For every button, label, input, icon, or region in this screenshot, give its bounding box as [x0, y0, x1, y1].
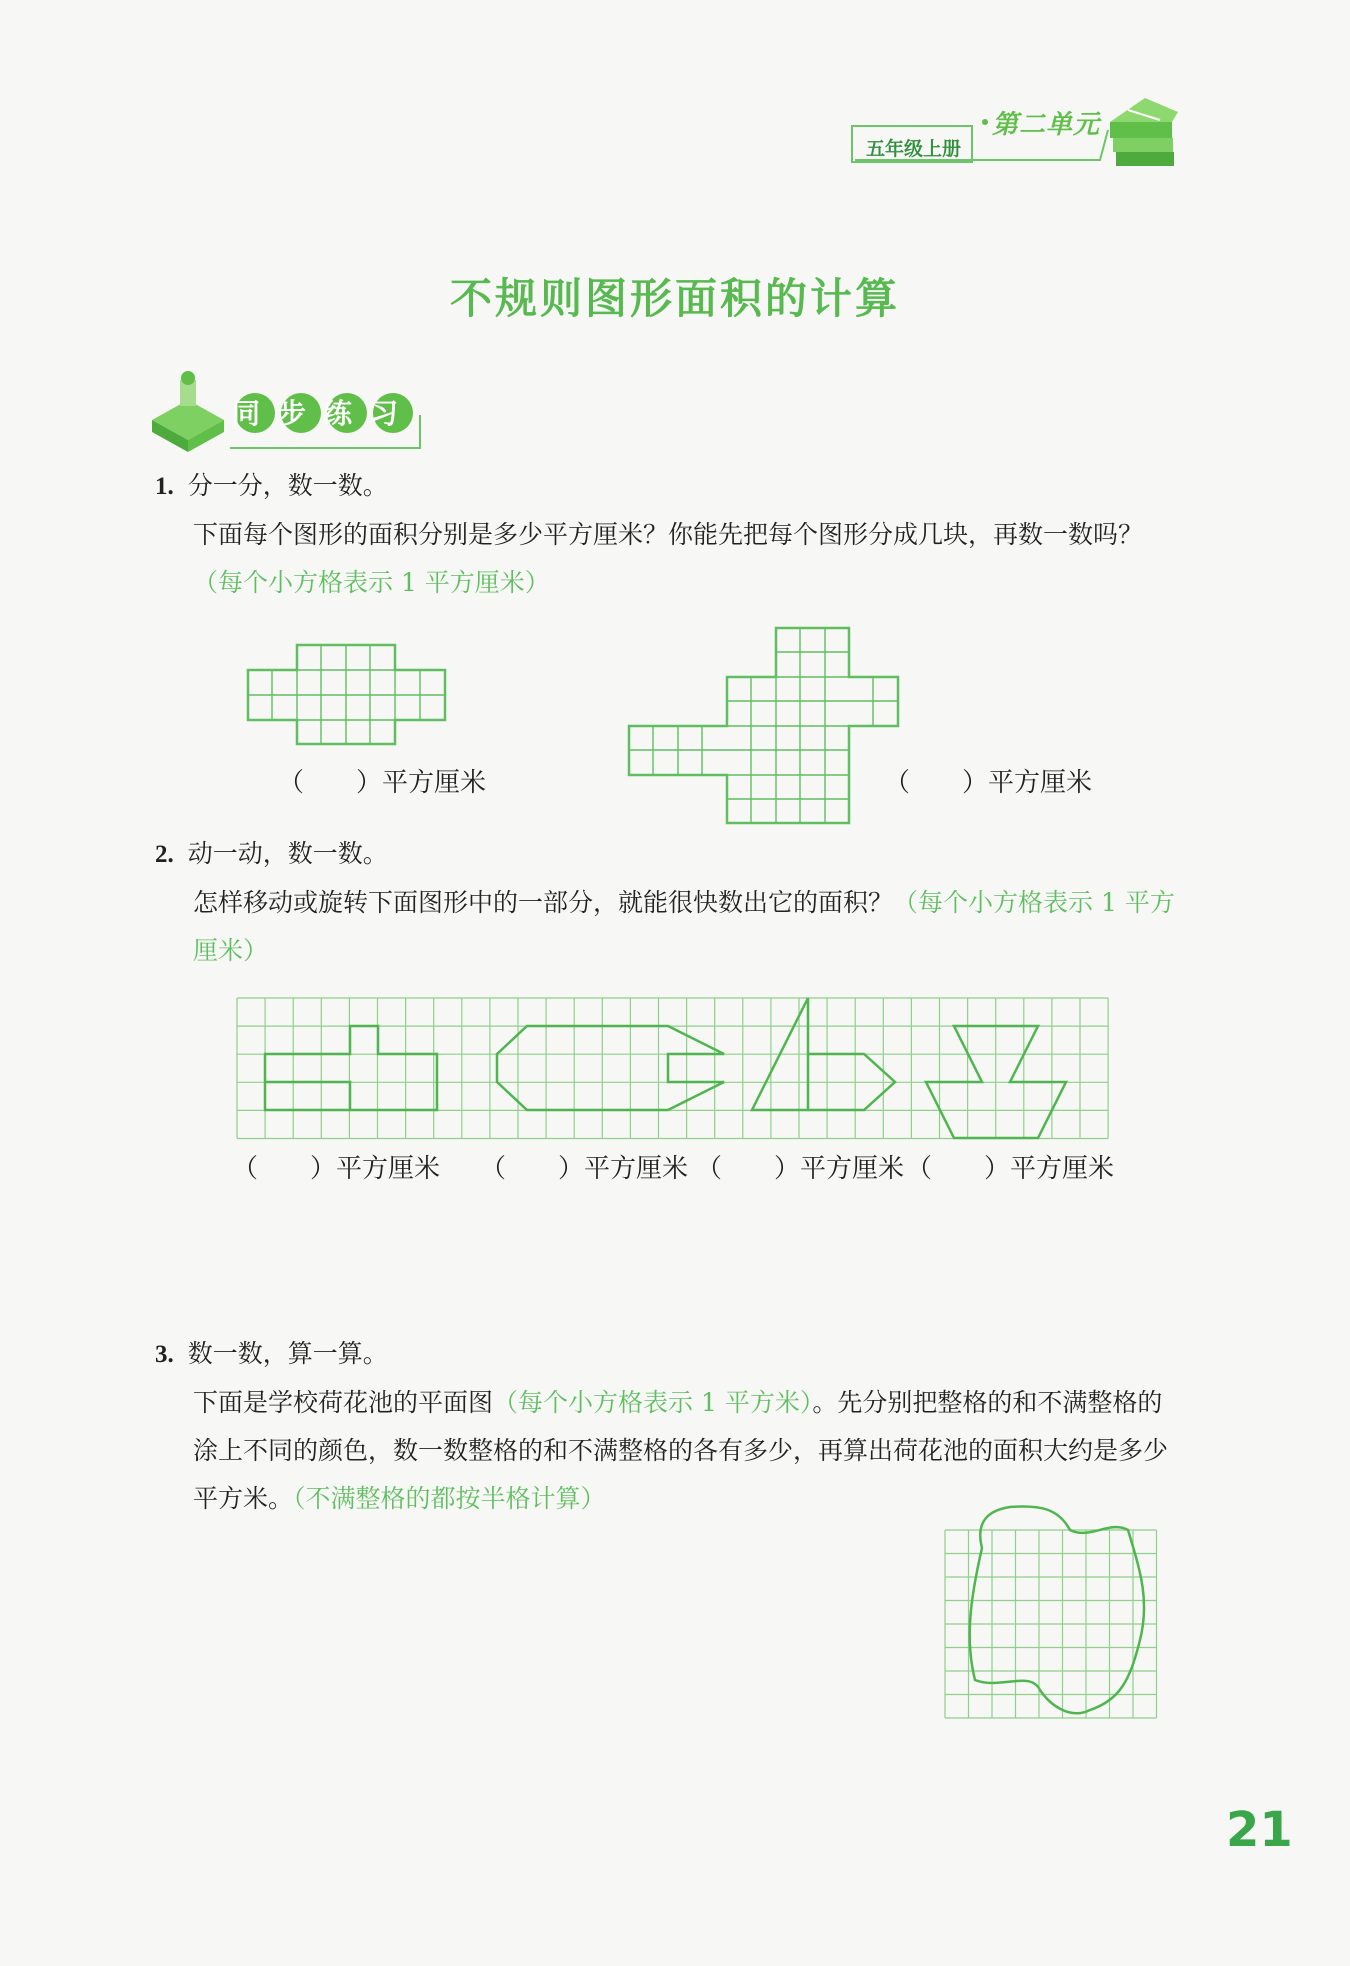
q3-grid	[945, 1530, 1157, 1718]
question-note: （每个小方格表示 1 平方厘米）	[193, 568, 550, 597]
q1-figure-1	[248, 645, 445, 744]
books-lamp-icon	[152, 371, 224, 452]
grade-label: 五年级上册	[866, 138, 962, 160]
q2-grid	[237, 998, 1108, 1139]
question-number: 2.	[155, 841, 174, 868]
question-3	[155, 1330, 1185, 1523]
q1-figure-2	[629, 628, 898, 823]
answer-blank[interactable]: （ ）平方厘米	[906, 1154, 1115, 1184]
question-2	[155, 830, 1185, 975]
answer-blank[interactable]: （ ）平方厘米	[278, 768, 487, 798]
question-body: 怎样移动或旋转下面图形中的一部分，就能很快数出它的面积？	[193, 888, 894, 917]
question-note: （不满整格的都按半格计算）	[293, 1484, 606, 1513]
answer-blank[interactable]: （ ）平方厘米	[480, 1154, 689, 1184]
question-body: 下面是学校荷花池的平面图	[193, 1388, 494, 1417]
question-number: 3.	[155, 1341, 174, 1368]
unit-label: 第二单元	[992, 110, 1101, 140]
question-1	[155, 462, 1185, 607]
answer-blank[interactable]: （ ）平方厘米	[696, 1154, 905, 1184]
lotus-pond-outline	[970, 1506, 1144, 1713]
q2-shapes	[265, 998, 1066, 1138]
question-body: 。先分别把整格的和不满整格的涂上不同的颜色，数一数整格的和不满整格的各有多少，再算出荷花池的面积大约是多少平方米。	[193, 1388, 1169, 1513]
stacked-books-icon	[1110, 98, 1178, 166]
question-number: 1.	[155, 473, 174, 500]
question-heading: 数一数，算一算。	[187, 1339, 388, 1368]
page-title: 不规则图形面积的计算	[449, 274, 900, 323]
section-label: 同步练习	[232, 397, 417, 430]
answer-blank[interactable]: （ ）平方厘米	[884, 768, 1093, 798]
question-note: （每个小方格表示 1 平方米）	[493, 1388, 813, 1417]
page-number: 21	[1226, 1802, 1293, 1858]
question-heading: 分一分，数一数。	[187, 471, 388, 500]
header-dot	[982, 119, 988, 125]
question-heading: 动一动，数一数。	[187, 839, 388, 868]
question-note: （每个小方格表示 1 平方厘米）	[193, 888, 1175, 965]
question-body: 下面每个图形的面积分别是多少平方厘米？你能先把每个图形分成几块，再数一数吗？	[193, 520, 1144, 549]
answer-blank[interactable]: （ ）平方厘米	[232, 1154, 441, 1184]
